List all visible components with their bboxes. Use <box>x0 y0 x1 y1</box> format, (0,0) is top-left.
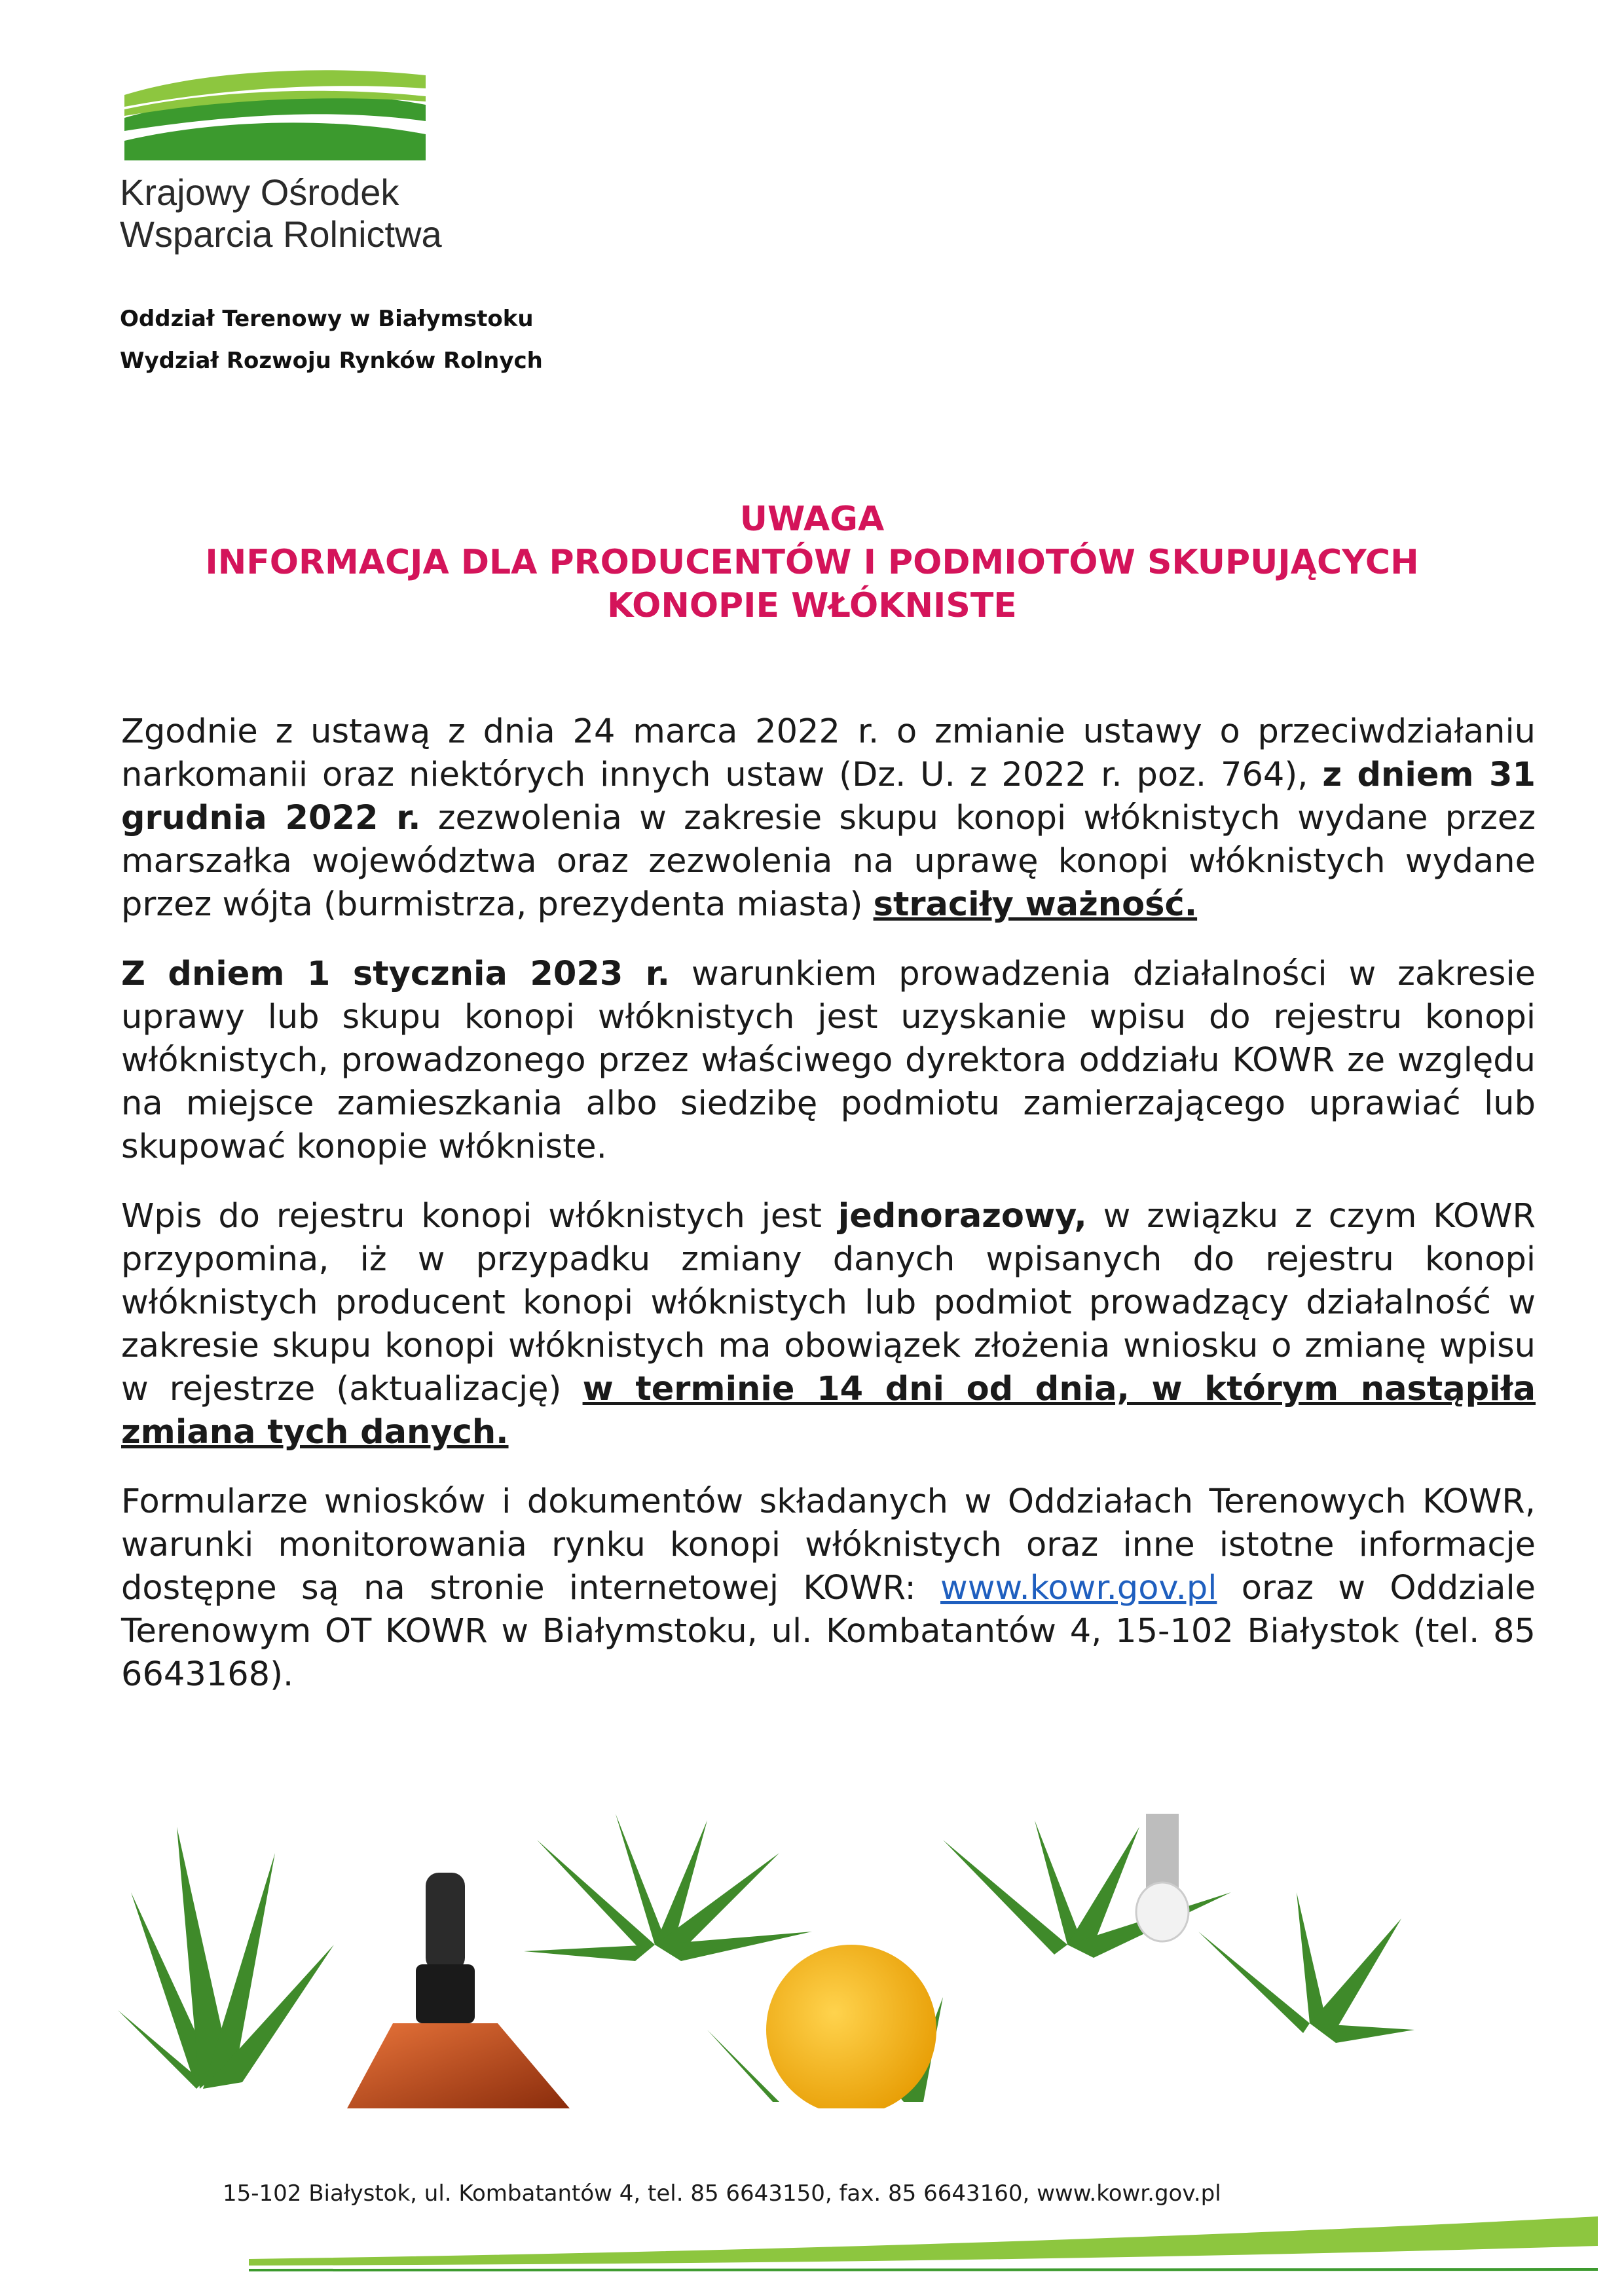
p1-date: z dniem 31 grudnia 2022 r. <box>121 756 1536 837</box>
department-header <box>120 298 543 382</box>
p3-emphasis: w terminie 14 dni od dnia, w którym nastąpiła zmiana tych danych. <box>121 1370 1536 1452</box>
paragraph-4 <box>121 1480 1536 1697</box>
hemp-leaves-illustration <box>118 1814 1414 2108</box>
paragraph-2 <box>121 953 1536 1169</box>
footer-address: 15-102 Białystok, ul. Kombatantów 4, tel. 85 6643150, fax. 85 6643160, www.kowr.gov.pl <box>223 2180 1221 2207</box>
notice-body <box>121 710 1536 1723</box>
p2-text: warunkiem prowadzenia działalności w zakresie uprawy lub skupu konopi włóknistych jest uzyskanie wpisu do rejestru konopi włóknistych, prowadzonego przez właściwego dyrektora oddziału KOWR ze względu na miejsce zamieszkania albo siedzibę podmiotu zamierzającego uprawiać lub skupować konopie włókniste. <box>121 955 1536 1166</box>
heading-line3: KONOPIE WŁÓKNISTE <box>607 586 1017 625</box>
p3-text: Wpis do rejestru konopi włóknistych jest <box>121 1197 838 1236</box>
logo-name-line2: Wsparcia Rolnictwa <box>120 213 442 255</box>
p1-text-2: zezwolenia w zakresie skupu konopi włóknistych wydane przez marszałka województwa oraz zezwolenia na uprawę konopi włóknistych wydane przez wójta (burmistrza, prezydenta miasta) <box>121 799 1536 924</box>
p4-text: Formularze wniosków i dokumentów składanych w Oddziałach Terenowych KOWR, warunki monitorowania rynku konopi włóknistych oraz inne istotne informacje dostępne są na stronie internetowej KOWR: <box>121 1482 1536 1607</box>
p1-text: Zgodnie z ustawą z dnia 24 marca 2022 r. o zmianie ustawy o przeciwdziałaniu narkomanii oraz niektórych innych ustaw (Dz. U. z 2022 r. poz. 764), <box>121 712 1536 794</box>
logo-waves-icon <box>118 69 432 167</box>
footer-green-bar <box>249 2213 1598 2272</box>
p4-text-2: oraz w Oddziale Terenowym OT KOWR w Białymstoku, ul. Kombatantów 4, 15-102 Białystok (tel. 85 6643168). <box>121 1569 1536 1694</box>
kowr-logo <box>118 69 432 167</box>
p1-emphasis: straciły ważność. <box>873 885 1198 924</box>
notice-heading <box>98 498 1526 627</box>
p3-text-2: w związku z czym KOWR przypomina, iż w przypadku zmiany danych wpisanych do rejestru konopi włóknistych producent konopi włóknistych lub podmiot prowadzący działalność w zakresie skupu konopi włóknistych ma obowiązek złożenia wniosku o zmianę wpisu w rejestrze (aktualizację) <box>121 1197 1536 1408</box>
heading-line2: INFORMACJA DLA PRODUCENTÓW I PODMIOTÓW SKUPUJĄCYCH <box>205 543 1419 582</box>
department-line2: Wydział Rozwoju Rynków Rolnych <box>120 348 543 374</box>
paragraph-3 <box>121 1195 1536 1454</box>
logo-name-line1: Krajowy Ośrodek <box>120 172 399 213</box>
department-line1: Oddział Terenowy w Białymstoku <box>120 306 534 332</box>
footer-stripe-icon <box>249 2213 1598 2272</box>
website-link[interactable]: www.kowr.gov.pl <box>940 1569 1217 1607</box>
heading-line1: UWAGA <box>739 500 885 539</box>
p3-bold: jednorazowy, <box>838 1197 1087 1236</box>
hemp-photo <box>118 1814 1414 2108</box>
logo-name <box>120 172 442 255</box>
p2-date: Z dniem 1 stycznia 2023 r. <box>121 955 671 993</box>
paragraph-1 <box>121 710 1536 927</box>
